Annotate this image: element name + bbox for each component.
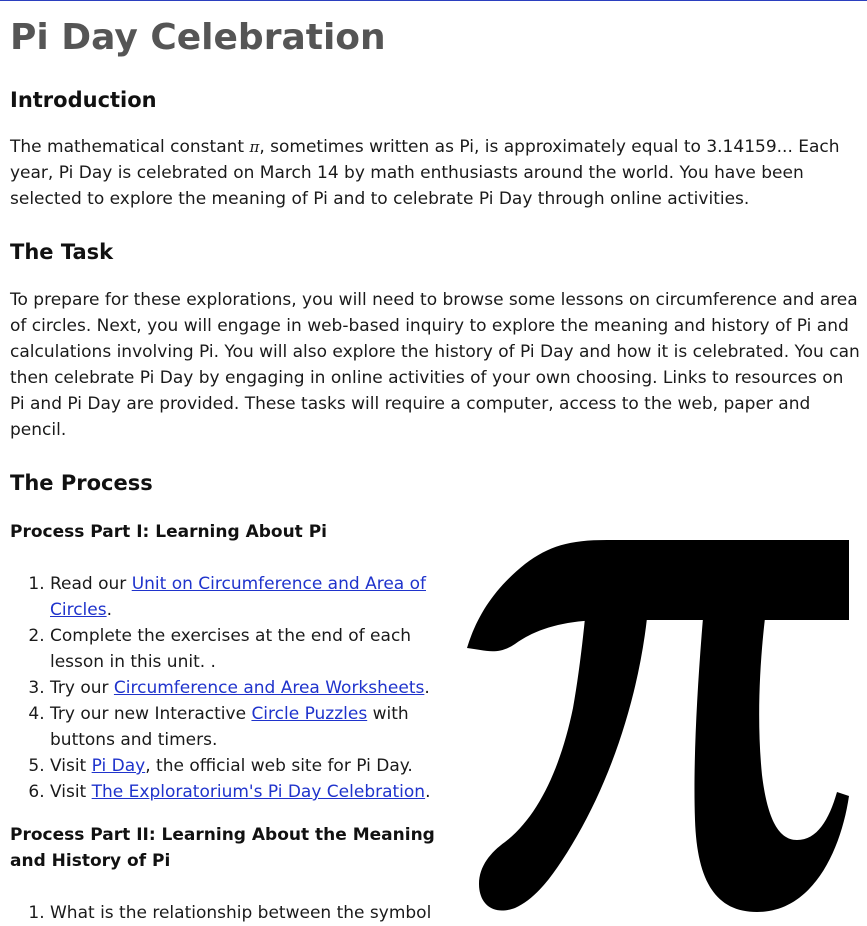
list-item xyxy=(50,701,450,753)
list-item-text-after: . xyxy=(425,782,431,802)
list-item-link[interactable]: Unit on Circumference and Area of Circles xyxy=(50,574,426,620)
list-item xyxy=(50,900,450,926)
list-item xyxy=(50,753,450,779)
introduction-text xyxy=(10,134,860,212)
list-item-text-after: . xyxy=(106,600,113,620)
process-part2-list xyxy=(10,900,450,926)
process-heading: The Process xyxy=(10,471,153,495)
pi-inline-symbol: π xyxy=(249,138,260,156)
top-border xyxy=(0,0,867,1)
intro-text-start: The mathematical constant xyxy=(10,137,250,157)
list-item-text: Try our new Interactive xyxy=(50,704,252,724)
list-item-text: Complete the exercises at the end of each lesson in this unit. . xyxy=(50,626,412,672)
pi-symbol-image xyxy=(457,520,867,919)
list-item-link[interactable]: The Exploratorium's Pi Day Celebration xyxy=(91,782,426,802)
list-item xyxy=(50,571,450,623)
list-item-text: Visit xyxy=(50,782,92,802)
list-item-text: Try our xyxy=(50,678,114,698)
list-item xyxy=(50,623,450,675)
task-heading: The Task xyxy=(10,240,114,264)
list-item-text: What is the relationship between the symbol xyxy=(50,903,432,923)
process-part1-heading: Process Part I: Learning About Pi xyxy=(10,522,328,542)
intro-text-rest: , sometimes written as Pi, is approximately equal to 3.14159... Each year, Pi Day is celebrated on March 14 by math enthusiasts around the world. You have been selected to explore the meaning of Pi and to celebrate Pi Day through online activities. xyxy=(10,137,840,209)
introduction-heading: Introduction xyxy=(10,88,157,112)
process-part1-list xyxy=(10,571,450,805)
list-item xyxy=(50,675,450,701)
list-item-link[interactable]: Circumference and Area Worksheets xyxy=(113,678,425,698)
list-item-text: Visit xyxy=(50,756,92,776)
list-item-text-after: , the official web site for Pi Day. xyxy=(145,756,413,776)
list-item xyxy=(50,779,450,805)
list-item-link[interactable]: Circle Puzzles xyxy=(251,704,368,724)
page-title: Pi Day Celebration xyxy=(10,17,386,58)
list-item-text-after: . xyxy=(424,678,430,698)
list-item-link[interactable]: Pi Day xyxy=(91,756,146,776)
process-part2-heading: Process Part II: Learning About the Meaning and History of Pi xyxy=(10,825,435,871)
list-item-text: Read our xyxy=(50,574,132,594)
task-text: To prepare for these explorations, you will need to browse some lessons on circumference and area of circles. Next, you will engage in web-based inquiry to explore the meaning and history of Pi and calculations involving Pi. You will also explore the history of Pi Day and how it is celebrated. You can then celebrate Pi Day by engaging in online activities of your own choosing. Links to resources on Pi and Pi Day are provided. These tasks will require a computer, access to the web, paper and pencil. xyxy=(10,290,860,440)
list-item-text-after: with buttons and timers. xyxy=(50,704,409,750)
